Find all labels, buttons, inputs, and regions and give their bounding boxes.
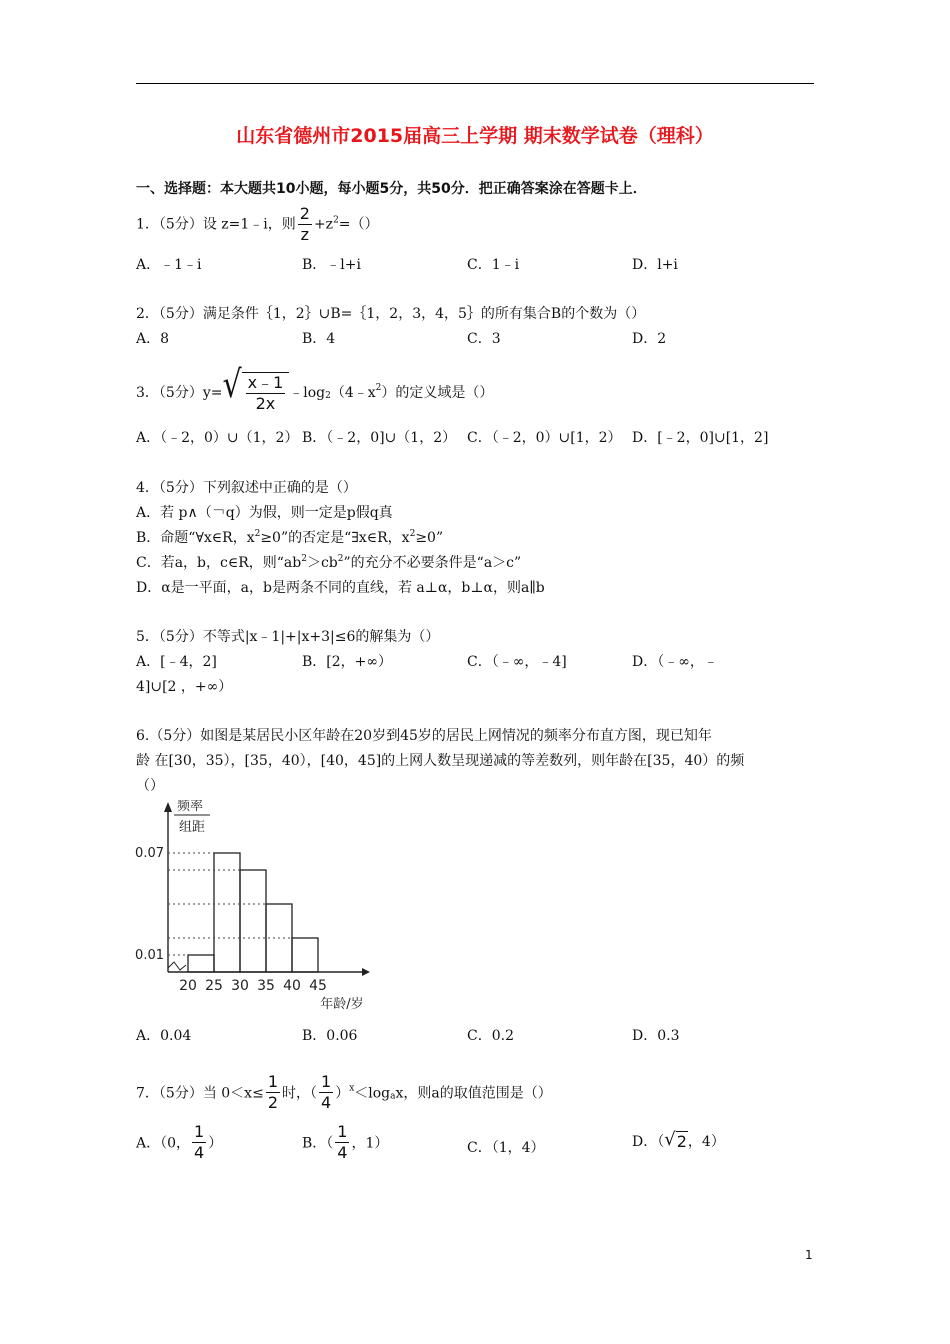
q7-f2-den: 4 <box>321 1093 332 1112</box>
header-rule <box>136 83 814 84</box>
q4-c-sup2: 2 <box>337 554 344 564</box>
q1-suffix: +z <box>313 216 334 233</box>
q7-a-pre: A．（0， <box>136 1135 191 1152</box>
page-title: 山东省德州市2015届高三上学期 期末数学试卷（理科） <box>236 125 714 147</box>
q6-option-a[interactable]: A．0.04 <box>136 1028 192 1044</box>
question-1 <box>136 206 379 243</box>
q1-sup: 2 <box>333 215 339 226</box>
q4-b-tail: ≥0” <box>415 530 444 546</box>
question-4: 4．（5分）下列叙述中正确的是（） <box>136 480 357 496</box>
q7-option-c[interactable]: C．（1，4） <box>467 1140 545 1156</box>
y-label-top: 频率 <box>176 800 204 814</box>
q7-mid2: ） <box>335 1085 350 1102</box>
y-tick-label: 0.07 <box>135 846 164 861</box>
q7-f1-num: 1 <box>267 1072 278 1091</box>
question-2: 2．（5分）满足条件｛1，2｝∪B=｛1，2，3，4，5｝的所有集合B的个数为（） <box>136 306 646 322</box>
sqrt-icon: √ <box>222 363 242 407</box>
x-axis-label: 年龄/岁 <box>320 997 364 1012</box>
q3-prefix: 3．（5分）y= <box>136 385 223 401</box>
q7-tail: x，则a的取值范围是（） <box>395 1085 552 1102</box>
x-tick-label: 45 <box>309 978 327 994</box>
q7-a-tail: ） <box>208 1135 223 1152</box>
q3-option-c[interactable]: C．（﹣2，0）∪[1，2） <box>467 430 622 446</box>
q2-option-c[interactable]: C．3 <box>467 331 501 347</box>
q1-frac-den: z <box>300 225 310 244</box>
q1-fraction <box>298 206 312 243</box>
q1-frac-num: 2 <box>299 204 310 223</box>
q5-option-b[interactable]: B．[2，+∞） <box>302 654 393 670</box>
x-tick-label: 20 <box>179 978 197 994</box>
q7-d-radicand: 2 <box>676 1132 687 1151</box>
question-6-line3: （） <box>136 778 164 794</box>
frequency-histogram <box>130 800 380 1015</box>
q7-option-b[interactable] <box>302 1124 388 1161</box>
q7-sup: x <box>349 1083 355 1094</box>
q1-prefix: 1．（5分）设 z=1﹣i，则 <box>136 216 296 233</box>
x-tick-label: 35 <box>257 978 275 994</box>
q7-b-den: 4 <box>337 1143 348 1162</box>
histogram-bar <box>214 853 240 972</box>
q4-option-d[interactable]: D．α是一平面，a，b是两条不同的直线，若 a⊥α，b⊥α，则a∥b <box>136 580 545 596</box>
q6-option-d[interactable]: D．0.3 <box>632 1028 680 1044</box>
q2-option-d[interactable]: D．2 <box>632 331 667 347</box>
q7-option-a[interactable] <box>136 1124 222 1161</box>
q4-option-b[interactable] <box>136 527 443 547</box>
q1-option-c[interactable]: C．1﹣i <box>467 257 520 273</box>
q7-d-tail: ，4） <box>687 1134 725 1150</box>
q7-b-fraction <box>335 1124 349 1161</box>
q3-option-b[interactable]: B．（﹣2，0]∪（1，2） <box>302 430 457 446</box>
q6-option-b[interactable]: B．0.06 <box>302 1028 358 1044</box>
q7-f2-num: 1 <box>321 1072 332 1091</box>
q7-d-pre: D．（ <box>632 1134 665 1150</box>
q3-mid: ﹣log <box>289 385 326 401</box>
q3-sqrt <box>222 363 289 413</box>
q1-tail: =（） <box>338 216 379 233</box>
q4-c-pre: C．若a，b，c∈R，则“ab <box>136 555 302 571</box>
q5-option-d[interactable]: D．（﹣∞，﹣ <box>632 654 718 670</box>
q3-sub: 2 <box>325 391 331 401</box>
question-6-line1: 6.（5分）如图是某居民小区年龄在20岁到45岁的居民上网情况的频率分布直方图，现已知年 <box>136 728 712 744</box>
q3-option-a[interactable]: A．（﹣2，0）∪（1，2） <box>136 430 299 446</box>
q1-option-a[interactable]: A．﹣1﹣i <box>136 257 202 273</box>
q4-option-a[interactable]: A．若 p∧（￢q）为假，则一定是p假q真 <box>136 505 393 521</box>
q5-option-c[interactable]: C．（﹣∞，﹣4] <box>467 654 567 670</box>
q1-option-b[interactable]: B．﹣l+i <box>302 257 361 273</box>
q2-option-b[interactable]: B．4 <box>302 331 336 347</box>
q1-option-d[interactable]: D．l+i <box>632 257 678 273</box>
question-6-line2: 龄 在[30，35），[35，40），[40，45]的上网人数呈现递减的等差数列，则年龄在[35，40）的频 <box>136 753 745 769</box>
q7-mid3: ＜log <box>354 1085 391 1102</box>
q3-option-d[interactable]: D．[﹣2，0]∪[1，2] <box>632 430 769 446</box>
question-3 <box>136 363 494 413</box>
q4-c-tail: ”的充分不必要条件是“a＞c” <box>343 555 522 571</box>
y-axis-arrow-icon <box>164 802 172 812</box>
q3-frac-num: x﹣1 <box>247 373 284 392</box>
q3-suffix: （4﹣x <box>330 385 376 401</box>
q4-b-sup2: 2 <box>409 529 416 539</box>
q4-c-mid: ＞cb <box>306 555 338 571</box>
y-tick-label: 0.01 <box>135 948 164 963</box>
q7-d-sqrt <box>664 1131 688 1151</box>
q7-b-tail: ，1） <box>351 1135 389 1152</box>
q4-b-pre: B．命题“∀x∈R，x <box>136 530 255 546</box>
q7-a-num: 1 <box>194 1122 205 1141</box>
q7-f1-den: 2 <box>267 1093 278 1112</box>
page-number: 1 <box>805 1248 813 1262</box>
q3-sup: 2 <box>375 383 382 393</box>
sqrt-icon: √ <box>664 1129 676 1150</box>
q4-c-sup1: 2 <box>301 554 307 564</box>
q7-fraction-quarter <box>319 1074 333 1111</box>
q3-fraction <box>246 375 286 412</box>
q6-option-c[interactable]: C．0.2 <box>467 1028 514 1044</box>
axis-break-mark <box>168 962 186 970</box>
q2-option-a[interactable]: A．8 <box>136 331 170 347</box>
histogram-bar <box>240 870 266 972</box>
x-tick-label: 30 <box>231 978 249 994</box>
question-5: 5．（5分）不等式|x﹣1|+|x+3|≤6的解集为（） <box>136 629 440 645</box>
q3-tail: ）的定义域是（） <box>381 385 494 401</box>
x-axis-arrow-icon <box>362 968 370 976</box>
q7-b-pre: B．（ <box>302 1135 334 1152</box>
q5-option-d-wrap: 4]∪[2 ，+∞） <box>136 679 233 695</box>
x-tick-label: 25 <box>205 978 223 994</box>
section-heading: 一、选择题：本大题共10小题，每小题5分，共50分．把正确答案涂在答题卡上． <box>136 181 647 197</box>
q7-sub: a <box>390 1091 396 1102</box>
q7-mid: 时，（ <box>282 1085 317 1102</box>
question-7 <box>136 1074 552 1111</box>
q4-b-mid: ≥0”的否定是“∃x∈R，x <box>260 530 410 546</box>
y-label-bottom: 组距 <box>178 820 206 835</box>
q3-frac-den: 2x <box>255 394 276 413</box>
q7-a-fraction <box>192 1124 206 1161</box>
q7-fraction-half <box>266 1074 280 1111</box>
histogram-bar <box>188 955 214 972</box>
histogram-bar <box>292 938 318 972</box>
q4-b-sup1: 2 <box>254 529 261 539</box>
q5-option-a[interactable]: A．[﹣4，2] <box>136 654 217 670</box>
q7-prefix: 7．（5分）当 0＜x≤ <box>136 1085 264 1102</box>
q4-option-c[interactable] <box>136 552 521 572</box>
q7-option-d[interactable] <box>632 1131 725 1151</box>
x-tick-label: 40 <box>283 978 301 994</box>
q7-b-num: 1 <box>337 1122 348 1141</box>
q7-a-den: 4 <box>194 1143 205 1162</box>
